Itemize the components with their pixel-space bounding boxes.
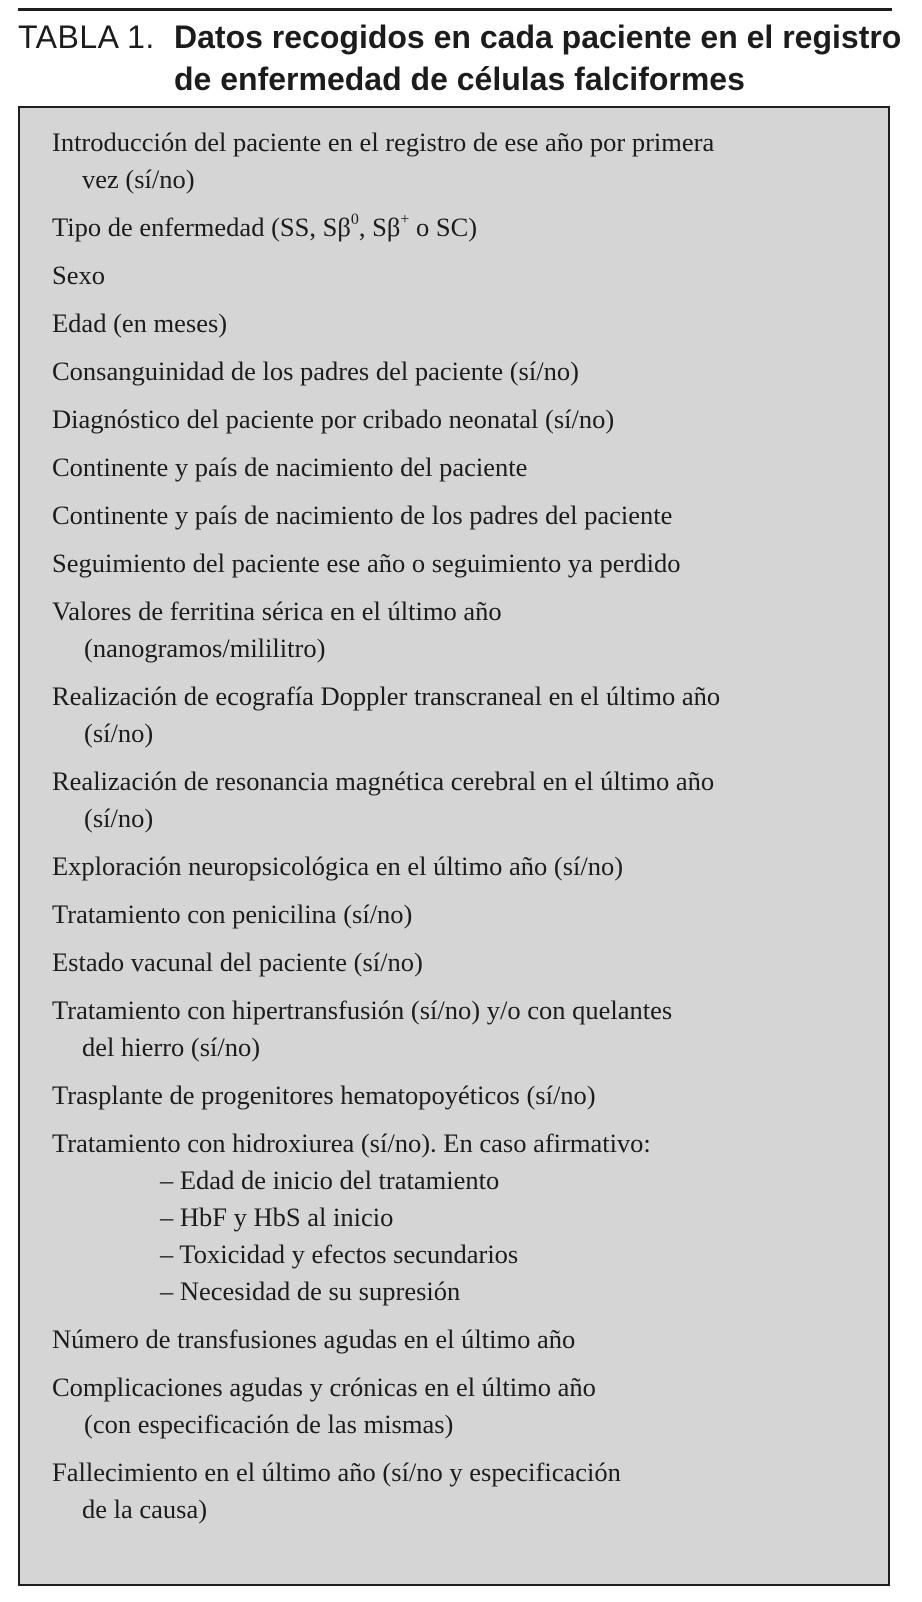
item-line-continued: (nanogramos/mililitro) [84,633,326,663]
list-item [52,353,878,390]
list-item [52,209,878,246]
item-line: Estado vacunal del paciente (sí/no) [52,947,423,977]
list-item [52,305,878,342]
item-line: Trasplante de progenitores hematopoyéticos (sí/no) [52,1080,596,1110]
table-box [18,106,890,1586]
disease-type-text: o SC) [409,212,478,242]
list-item [52,401,878,438]
item-line: Continente y país de nacimiento del paciente [52,452,528,482]
disease-type-text: Tipo de enfermedad (SS, Sβ [52,212,351,242]
superscript-plus: + [400,211,410,229]
item-list [52,124,878,1539]
list-item [52,1321,878,1358]
list-item [52,1077,878,1114]
sub-item: – HbF y HbS al inicio [160,1202,394,1232]
item-line: Edad (en meses) [52,308,228,338]
sub-item: – Edad de inicio del tratamiento [160,1165,500,1195]
list-item [52,1454,878,1528]
item-line: Fallecimiento en el último año (sí/no y especificación [52,1457,621,1487]
list-item [52,763,878,837]
item-line-continued: de la causa) [82,1494,208,1524]
list-item [52,992,878,1066]
item-line: Consanguinidad de los padres del paciente (sí/no) [52,356,579,386]
item-line: Tratamiento con penicilina (sí/no) [52,899,413,929]
item-line: Realización de ecografía Doppler transcraneal en el último año [52,681,721,711]
list-item [52,449,878,486]
table-label: TABLA 1. [18,19,155,55]
item-line [52,209,878,246]
item-line: Diagnóstico del paciente por cribado neonatal (sí/no) [52,404,615,434]
item-line: Realización de resonancia magnética cerebral en el último año [52,766,715,796]
item-line-continued: del hierro (sí/no) [82,1032,261,1062]
item-line: Seguimiento del paciente ese año o seguimiento ya perdido [52,548,681,578]
item-line-continued: (sí/no) [84,718,154,748]
table-title-line-1: Datos recogidos en cada paciente en el registro [174,19,902,55]
disease-type-text: , Sβ [358,212,401,242]
item-line: Complicaciones agudas y crónicas en el último año [52,1372,596,1402]
list-item [52,545,878,582]
list-item [52,944,878,981]
list-item [52,896,878,933]
item-line: Introducción del paciente en el registro de ese año por primera [52,127,715,157]
item-line: Continente y país de nacimiento de los padres del paciente [52,500,673,530]
table-title-line-2: de enfermedad de células falciformes [174,61,745,97]
item-line: Tratamiento con hipertransfusión (sí/no) y/o con quelantes [52,995,673,1025]
list-item [52,593,878,667]
table-title [174,16,904,100]
item-line: Número de transfusiones agudas en el último año [52,1324,576,1354]
item-line: Sexo [52,260,105,290]
item-line-continued: (con especificación de las mismas) [84,1409,454,1439]
item-line-continued: vez (sí/no) [82,164,195,194]
item-line-continued: (sí/no) [84,803,154,833]
top-rule [18,8,892,11]
list-item [52,1369,878,1443]
list-item [52,124,878,198]
list-item [52,678,878,752]
sub-item: – Toxicidad y efectos secundarios [160,1239,519,1269]
item-line: Tratamiento con hidroxiurea (sí/no). En caso afirmativo: [52,1128,651,1158]
item-line: Valores de ferritina sérica en el último año [52,596,502,626]
superscript-zero: 0 [350,211,359,229]
list-item [52,848,878,885]
list-item [52,497,878,534]
list-item [52,1125,878,1310]
item-line: Exploración neuropsicológica en el último año (sí/no) [52,851,624,881]
list-item [52,257,878,294]
sub-item: – Necesidad de su supresión [160,1276,461,1306]
